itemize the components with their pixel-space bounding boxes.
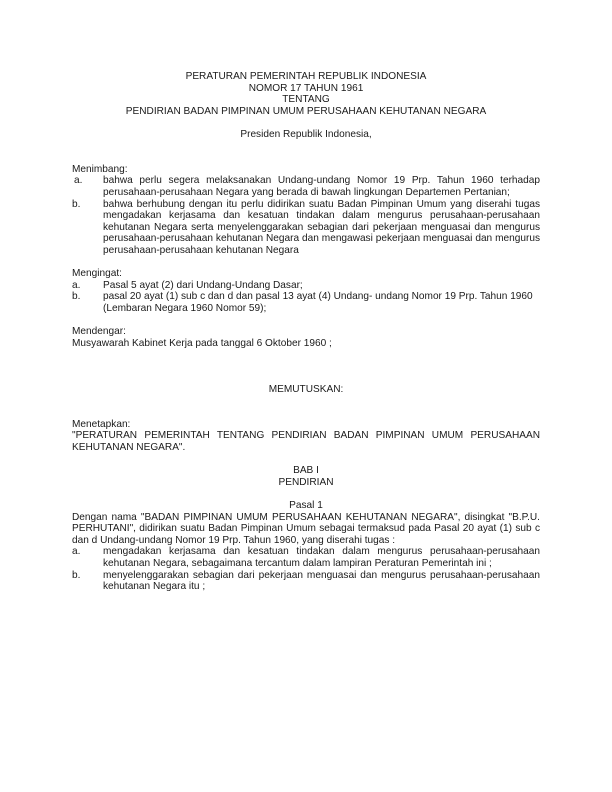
menimbang-item-b — [72, 199, 540, 257]
title-line-3: TENTANG — [282, 94, 330, 106]
pasal-1-item-a — [72, 546, 540, 569]
item-text: pasal 20 ayat (1) sub c dan d dan pasal 13 ayat (4) Undang- undang Nomor 19 Prp. Tahun 1960 (Lembaran Negara 1960 Nomor 59); — [103, 291, 533, 314]
pasal-1-section — [72, 500, 540, 593]
pasal-1-intro: Dengan nama "BADAN PIMPINAN UMUM PERUSAHAAN KEHUTANAN NEGARA", disingkat "B.P.U. PERHUTANI", didirikan suatu Badan Pimpinan Umum sebagai termaksud pada Pasal 20 ayat (1) sub c dan d Undang-undang Nomor 19 Prp. Tahun 1960, yang diserahi tugas : — [72, 511, 540, 546]
item-text: Pasal 5 ayat (2) dari Undang-Undang Dasar; — [103, 279, 303, 291]
item-label: a. — [72, 546, 81, 558]
title-line-4: PENDIRIAN BADAN PIMPINAN UMUM PERUSAHAAN KEHUTANAN NEGARA — [125, 105, 487, 117]
mendengar-heading: Mendengar: — [72, 326, 126, 338]
issuer: Presiden Republik Indonesia, — [240, 128, 372, 140]
document-body — [72, 71, 540, 593]
menimbang-heading: Menimbang: — [72, 163, 128, 175]
item-text: bahwa perlu segera melaksanakan Undang-undang Nomor 19 Prp. Tahun 1960 terhadap perusahaan-perusahaan Negara yang berada di bawah lingkungan Departemen Pertanian; — [103, 175, 540, 198]
menetapkan-text: "PERATURAN PEMERINTAH TENTANG PENDIRIAN BADAN PIMPINAN UMUM PERUSAHAAN KEHUTANAN NEGARA". — [72, 430, 540, 453]
pasal-1-item-b — [72, 570, 540, 593]
mengingat-item-b — [72, 291, 540, 314]
menimbang-item-a — [72, 175, 540, 198]
bab-title: PENDIRIAN — [278, 476, 334, 488]
mendengar-section — [72, 326, 540, 349]
item-label: a. — [72, 279, 81, 291]
mengingat-section — [72, 268, 540, 314]
pasal-1-heading: Pasal 1 — [289, 499, 323, 511]
menetapkan-heading: Menetapkan: — [72, 418, 131, 430]
bab-number: BAB I — [293, 465, 319, 477]
item-label: b. — [72, 198, 81, 210]
title-line-2: NOMOR 17 TAHUN 1961 — [248, 82, 364, 94]
mengingat-item-a — [72, 280, 540, 292]
document-title — [72, 71, 540, 117]
item-label: b. — [72, 291, 81, 303]
item-label: b. — [72, 569, 81, 581]
item-text: bahwa berhubung dengan itu perlu didirikan suatu Badan Pimpinan Umum yang diserahi tugas mengadakan kerjasama dan kesatuan tindakan dalam mengurus perusahaan-perusahaan kehutanan Negara serta menyelenggarakan sebagian dari pekerjaan menguasai dan mengurus perusahaan-perusahaan kehutanan Negara dan mengawasi pekerjaan menguasai dan mengurus perusahaan-perusahaan kehutanan Negara — [103, 198, 540, 256]
mendengar-text: Musyawarah Kabinet Kerja pada tanggal 6 Oktober 1960 ; — [72, 337, 332, 349]
menimbang-section — [72, 164, 540, 257]
menetapkan-section — [72, 419, 540, 454]
memutuskan-heading: MEMUTUSKAN: — [268, 384, 344, 396]
item-label: a. — [74, 175, 83, 187]
title-line-1: PERATURAN PEMERINTAH REPUBLIK INDONESIA — [185, 71, 427, 82]
item-text: menyelenggarakan sebagian dari pekerjaan menguasai dan mengurus perusahaan-perusahaan kehutanan Negara itu ; — [103, 569, 540, 593]
item-text: mengadakan kerjasama dan kesatuan tindakan dalam mengurus perusahaan-perusahaan kehutanan Negara, sebagaimana tercantum dalam lampiran Peraturan Pemerintah ini ; — [103, 546, 540, 569]
mengingat-heading: Mengingat: — [72, 268, 122, 280]
